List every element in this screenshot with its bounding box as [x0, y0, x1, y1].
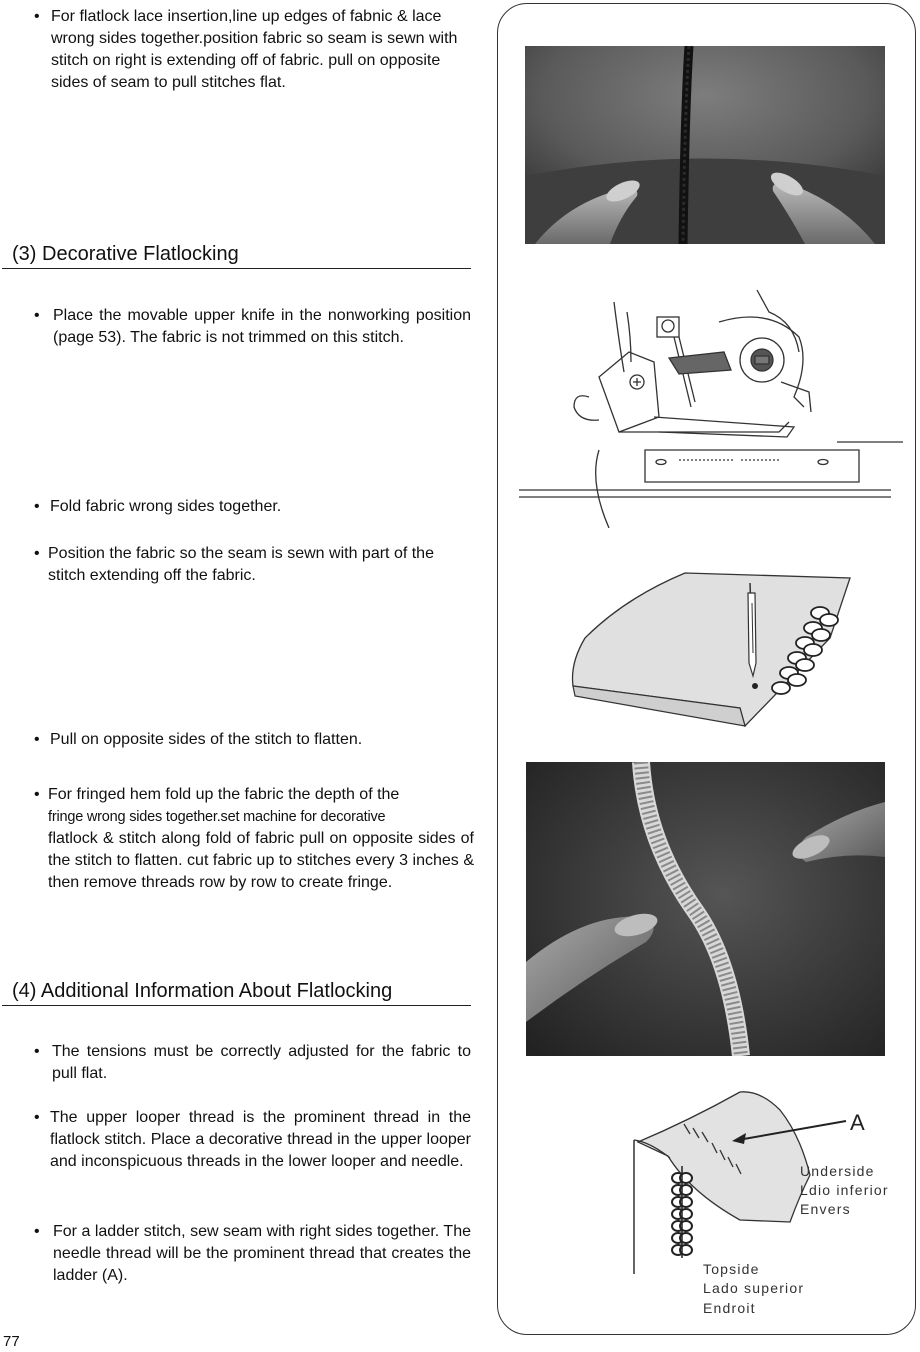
label-topside-3: Endroit — [703, 1300, 756, 1316]
label-underside-2: Ldio inferior — [800, 1182, 889, 1198]
ladder-text: For a ladder stitch, sew seam with right sides together. The needle thread will be the prominent thread that creates the ladder (A). — [53, 1223, 471, 1284]
ladder-stitch-diagram — [620, 1080, 910, 1330]
bullet: • — [34, 307, 40, 324]
fringe-line-rest: flatlock & stitch along fold of fabric pull on opposite sides of the stitch to flatten. cut fabric up to stitches every 3 inches & then remove threads row by row to create fringe. — [48, 830, 474, 891]
label-a: A — [850, 1110, 865, 1135]
fringe-line-2: fringe wrong sides together.set machine for decorative — [48, 809, 386, 825]
bullet: • — [34, 8, 40, 25]
bullet: • — [34, 1043, 40, 1060]
fringe-line-1: For fringed hem fold up the fabric the depth of the — [48, 786, 400, 803]
heading-rule — [2, 268, 471, 269]
label-underside-1: Underside — [800, 1163, 875, 1179]
tensions-text: The tensions must be correctly adjusted for the fabric to pull flat. — [52, 1043, 471, 1082]
page-number: 77 — [3, 1333, 20, 1350]
knife-text: Place the movable upper knife in the nonworking position (page 53). The fabric is not trimmed on this stitch. — [53, 307, 471, 346]
photo-lace-insertion — [525, 46, 885, 244]
heading-decorative-flatlocking: (3) Decorative Flatlocking — [12, 243, 239, 265]
lace-insertion-text: For flatlock lace insertion,line up edges of fabnic & lace wrong sides together.position fabric so seam is sewn with stitch on right is extending off of fabric. pull on opposite sides of seam to pull stitches flat. — [51, 8, 458, 91]
fold-stitch-diagram — [565, 568, 855, 728]
position-text: Position the fabric so the seam is sewn with part of the stitch extending off the fabric. — [48, 545, 434, 584]
label-topside-2: Lado superior — [703, 1280, 805, 1296]
photo-flatlock-stitch — [526, 762, 885, 1056]
pull-text: Pull on opposite sides of the stitch to flatten. — [50, 731, 363, 748]
bullet: • — [34, 545, 40, 562]
looper-text: The upper looper thread is the prominent thread in the flatlock stitch. Place a decorative thread in the upper looper and inconspicuous threads in the lower looper and needle. — [50, 1109, 471, 1170]
label-underside-3: Envers — [800, 1201, 851, 1217]
fold-text: Fold fabric wrong sides together. — [50, 498, 282, 515]
bullet: • — [34, 1223, 40, 1240]
bullet: • — [34, 731, 40, 748]
fringe-text — [48, 784, 474, 894]
bullet: • — [34, 1109, 40, 1126]
heading-rule — [2, 1005, 471, 1006]
machine-knife-diagram — [519, 282, 903, 528]
heading-additional-information: (4) Additional Information About Flatlocking — [12, 980, 393, 1002]
label-topside-1: Topside — [703, 1261, 760, 1277]
bullet: • — [34, 786, 40, 803]
bullet: • — [34, 498, 40, 515]
